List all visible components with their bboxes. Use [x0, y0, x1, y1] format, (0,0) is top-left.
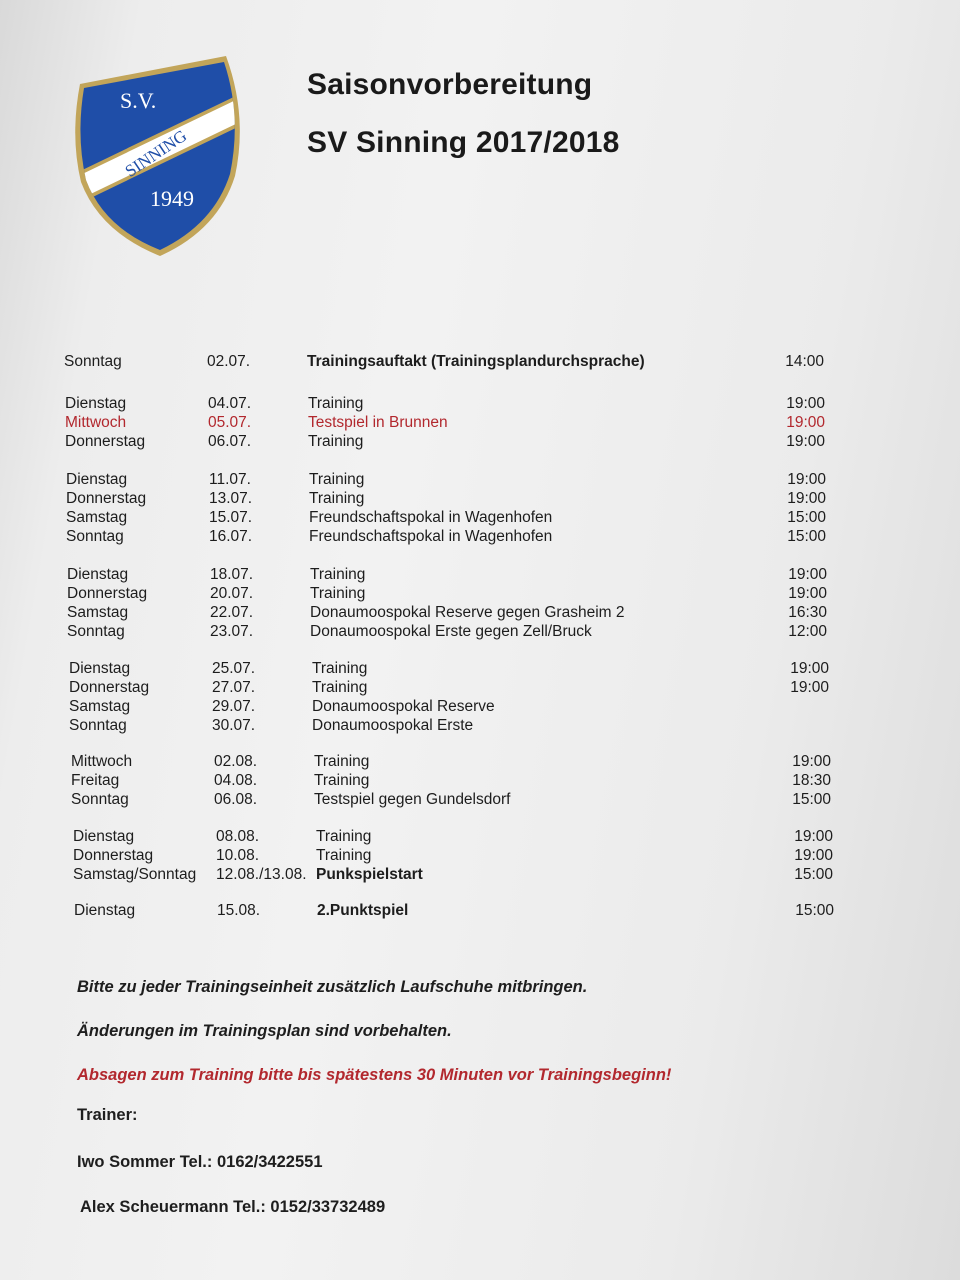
schedule-event: Testspiel gegen Gundelsdorf	[314, 790, 511, 808]
schedule-event: Donaumoospokal Reserve	[312, 697, 495, 715]
schedule-event: 2.Punktspiel	[317, 902, 409, 919]
schedule-row	[69, 698, 829, 717]
schedule-event: Testspiel in Brunnen	[308, 413, 448, 431]
trainer-label: Trainer:	[77, 1106, 138, 1124]
schedule-event: Punkspielstart	[316, 865, 423, 883]
schedule-date: 12.08./13.08.	[216, 865, 307, 883]
schedule-time: 19:00	[792, 753, 831, 770]
schedule-date: 06.07.	[208, 432, 252, 450]
schedule-event: Donaumoospokal Erste gegen Zell/Bruck	[310, 622, 592, 640]
schedule-row	[71, 753, 831, 772]
schedule-row	[64, 353, 824, 372]
schedule-row	[74, 902, 834, 921]
schedule-day: Donnerstag	[65, 432, 146, 450]
schedule-event: Training	[309, 471, 365, 488]
schedule-group	[67, 566, 827, 642]
schedule-date: 06.08.	[214, 790, 258, 808]
schedule-time: 19:00	[788, 584, 827, 602]
schedule-row	[66, 471, 826, 490]
schedule-time: 15:00	[794, 865, 833, 883]
note-plan-changes: Änderungen im Trainingsplan sind vorbehalten.	[77, 1022, 452, 1040]
schedule-time: 19:00	[786, 432, 825, 450]
schedule-day: Donnerstag	[66, 489, 147, 507]
schedule-group	[74, 902, 834, 921]
schedule-day: Donnerstag	[73, 846, 154, 864]
schedule-event: Freundschaftspokal in Wagenhofen	[309, 527, 553, 545]
schedule-date: 05.07.	[208, 413, 252, 431]
schedule-event: Training	[308, 432, 364, 450]
schedule-day: Sonntag	[71, 790, 129, 808]
schedule-row	[73, 866, 833, 885]
schedule-row	[73, 828, 833, 847]
trainer-contact-1: Iwo Sommer Tel.: 0162/3422551	[77, 1153, 323, 1171]
schedule-day: Dienstag	[67, 566, 129, 583]
schedule-day: Donnerstag	[67, 584, 148, 602]
schedule-row	[65, 433, 825, 452]
schedule-group	[73, 828, 833, 885]
schedule-row	[66, 490, 826, 509]
schedule-row	[67, 604, 827, 623]
schedule-time: 19:00	[794, 828, 833, 845]
schedule-event: Training	[310, 584, 366, 602]
schedule-row	[69, 660, 829, 679]
schedule-day: Samstag	[66, 508, 128, 526]
schedule-event: Donaumoospokal Reserve gegen Grasheim 2	[310, 603, 625, 621]
schedule-date: 04.08.	[214, 771, 258, 789]
schedule-time: 18:30	[792, 771, 831, 789]
schedule-time: 19:00	[787, 489, 826, 507]
schedule-event: Training	[314, 771, 370, 789]
schedule-row	[71, 772, 831, 791]
schedule-event: Training	[309, 489, 365, 507]
schedule-date: 10.08.	[216, 846, 260, 864]
schedule-group	[66, 471, 826, 547]
schedule-event: Training	[312, 678, 368, 696]
logo-top-text: S.V.	[120, 88, 157, 113]
schedule-time: 19:00	[790, 660, 829, 677]
schedule-day: Freitag	[71, 771, 120, 789]
schedule-date: 15.07.	[209, 508, 253, 526]
schedule-day: Dienstag	[73, 828, 135, 845]
schedule-row	[69, 717, 829, 736]
schedule-time: 19:00	[788, 566, 827, 583]
schedule-row	[73, 847, 833, 866]
schedule-time: 19:00	[794, 846, 833, 864]
schedule-day: Dienstag	[66, 471, 128, 488]
schedule-group	[65, 395, 825, 452]
schedule-time: 19:00	[787, 471, 826, 488]
schedule-row	[65, 395, 825, 414]
trainer-contact-2: Alex Scheuermann Tel.: 0152/33732489	[80, 1198, 386, 1216]
schedule-date: 18.07.	[210, 566, 254, 583]
schedule-date: 08.08.	[216, 828, 260, 845]
schedule-date: 23.07.	[210, 622, 254, 640]
schedule-day: Mittwoch	[65, 413, 127, 431]
schedule-time: 19:00	[786, 413, 825, 431]
schedule-event: Training	[316, 828, 372, 845]
schedule-event: Training	[308, 395, 364, 412]
schedule-row	[71, 791, 831, 810]
schedule-day: Donnerstag	[69, 678, 150, 696]
schedule-group	[71, 753, 831, 810]
schedule-date: 02.08.	[214, 753, 258, 770]
schedule-day: Dienstag	[69, 660, 131, 677]
schedule-date: 29.07.	[212, 697, 256, 715]
schedule-date: 30.07.	[212, 716, 256, 734]
schedule-event: Training	[314, 753, 370, 770]
schedule-day: Dienstag	[65, 395, 127, 412]
schedule-row	[67, 585, 827, 604]
schedule-time: 14:00	[785, 353, 824, 370]
logo-year: 1949	[150, 186, 194, 211]
schedule-date: 02.07.	[207, 353, 251, 370]
schedule-date: 04.07.	[208, 395, 252, 412]
schedule-event: Training	[312, 660, 368, 677]
page-title-line1: Saisonvorbereitung	[307, 68, 593, 101]
schedule-day: Mittwoch	[71, 753, 133, 770]
page-title-line2: SV Sinning 2017/2018	[307, 126, 620, 159]
note-running-shoes: Bitte zu jeder Trainingseinheit zusätzlich Laufschuhe mitbringen.	[77, 978, 588, 996]
schedule-day: Samstag	[67, 603, 129, 621]
schedule-date: 13.07.	[209, 489, 253, 507]
schedule-event: Freundschaftspokal in Wagenhofen	[309, 508, 553, 526]
schedule-date: 11.07.	[209, 471, 251, 488]
schedule-day: Sonntag	[66, 527, 124, 545]
schedule-date: 16.07.	[209, 527, 253, 545]
schedule-date: 25.07.	[212, 660, 256, 677]
schedule-group	[64, 353, 824, 372]
schedule-day: Samstag/Sonntag	[73, 865, 197, 883]
schedule-row	[69, 679, 829, 698]
schedule-row	[65, 414, 825, 433]
schedule-day: Sonntag	[67, 622, 125, 640]
schedule-day: Samstag	[69, 697, 131, 715]
schedule-row	[66, 528, 826, 547]
schedule-time: 15:00	[792, 790, 831, 808]
schedule-event: Donaumoospokal Erste	[312, 716, 474, 734]
schedule-time: 19:00	[786, 395, 825, 412]
schedule-day: Sonntag	[64, 353, 122, 370]
schedule-day: Dienstag	[74, 902, 136, 919]
schedule-time: 15:00	[795, 902, 834, 919]
schedule-time: 19:00	[790, 678, 829, 696]
schedule-event: Trainingsauftakt (Trainingsplandurchsprache)	[307, 353, 645, 370]
schedule-time: 15:00	[787, 527, 826, 545]
schedule-date: 22.07.	[210, 603, 254, 621]
schedule-row	[67, 566, 827, 585]
schedule-date: 15.08.	[217, 902, 261, 919]
schedule-event: Training	[316, 846, 372, 864]
schedule-row	[67, 623, 827, 642]
schedule-day: Sonntag	[69, 716, 127, 734]
note-cancellation: Absagen zum Training bitte bis spätestens 30 Minuten vor Trainingsbeginn!	[77, 1066, 672, 1084]
schedule-time: 16:30	[788, 603, 827, 621]
logo-band-text: SINNING	[121, 126, 191, 181]
schedule-group	[69, 660, 829, 736]
schedule-time: 12:00	[788, 622, 827, 640]
schedule-row	[66, 509, 826, 528]
schedule-date: 20.07.	[210, 584, 254, 602]
schedule-event: Training	[310, 566, 366, 583]
schedule-time: 15:00	[787, 508, 826, 526]
schedule-date: 27.07.	[212, 678, 256, 696]
